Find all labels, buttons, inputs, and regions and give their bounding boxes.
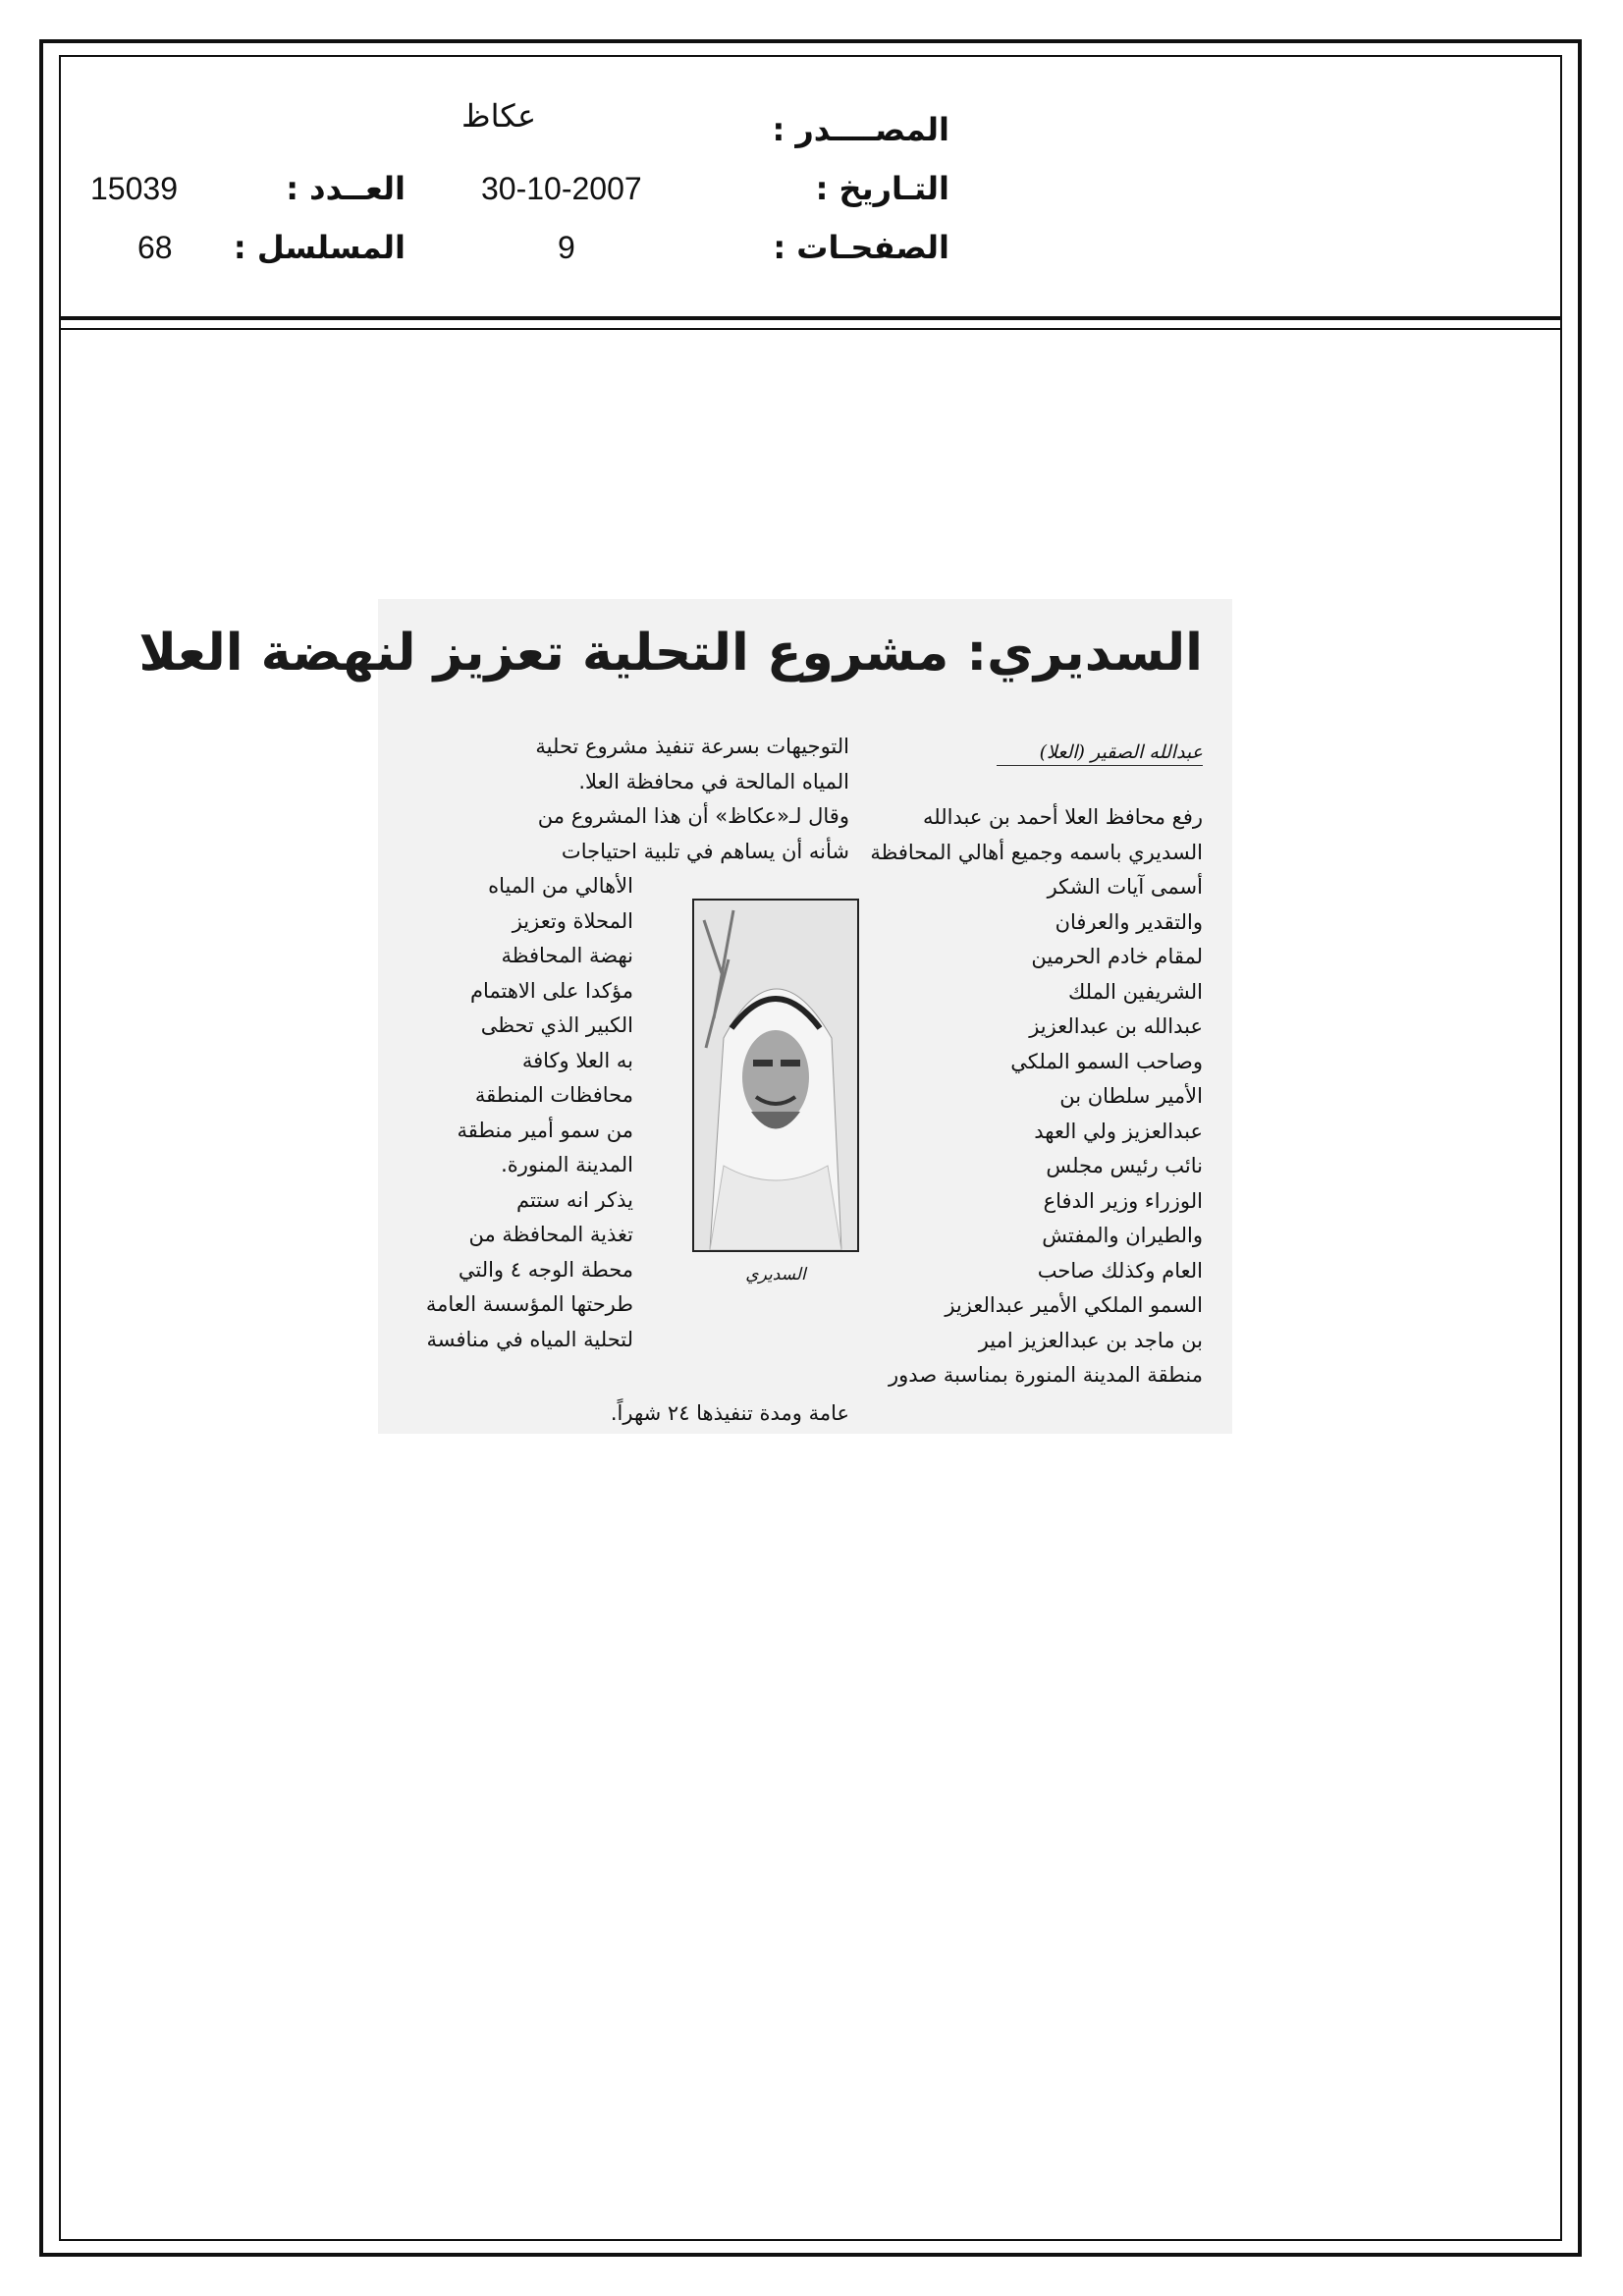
- source-label: المصــــدر :: [772, 111, 949, 148]
- issue-label: العــدد :: [286, 170, 406, 207]
- article-line: العام وكذلك صاحب: [1037, 1258, 1203, 1283]
- pages-label: الصفحـات :: [773, 229, 949, 266]
- issue-value: 15039: [90, 171, 178, 206]
- header-divider-thin: [59, 328, 1562, 330]
- photo-caption: السديري: [745, 1265, 806, 1285]
- serial-label: المسلسل :: [233, 229, 406, 266]
- article-line: نائب رئيس مجلس: [1046, 1154, 1203, 1177]
- article-line: شأنه أن يساهم في تلبية احتياجات: [561, 839, 849, 863]
- article-line: الأهالي من المياه: [488, 874, 633, 898]
- article-column-right: [864, 800, 1203, 1394]
- article-column-left-bottom: [457, 1396, 849, 1432]
- article-line: عبدالله بن عبدالعزيز: [1029, 1014, 1203, 1038]
- portrait-illustration: [694, 901, 857, 1250]
- article-line: تغذية المحافظة من: [468, 1223, 633, 1246]
- article-line: الوزراء وزير الدفاع: [1043, 1188, 1203, 1213]
- article-line: الشريفين الملك: [1067, 979, 1203, 1004]
- article-line: يذكر انه ستتم: [516, 1187, 633, 1212]
- article-line: لتحلية المياه في منافسة: [426, 1327, 633, 1351]
- article-line: من سمو أمير منطقة: [457, 1118, 633, 1142]
- article-line: وصاحب السمو الملكي: [1010, 1049, 1203, 1073]
- article-line: منطقة المدينة المنورة بمناسبة صدور: [889, 1363, 1203, 1387]
- article-line: بن ماجد بن عبدالعزيز امير: [978, 1328, 1203, 1352]
- source-value: عكاظ: [461, 98, 537, 134]
- pages-value: 9: [558, 230, 575, 265]
- header-divider: [59, 316, 1562, 320]
- article-line: محطة الوجه ٤ والتي: [458, 1257, 633, 1282]
- article-column-left-top: [457, 730, 849, 869]
- article-line: وقال لـ«عكاظ» أن هذا المشروع من: [537, 804, 849, 828]
- article-line: السمو الملكي الأمير عبدالعزيز: [945, 1293, 1203, 1317]
- date-label: التـاريخ :: [815, 170, 949, 207]
- article-line: مؤكدا على الاهتمام: [469, 978, 633, 1003]
- article-column-left-side: [425, 869, 633, 1357]
- article-line: الأمير سلطان بن: [1059, 1084, 1203, 1108]
- portrait-photo: [692, 899, 859, 1252]
- article-line: المدينة المنورة.: [501, 1153, 633, 1176]
- article-line: التوجيهات بسرعة تنفيذ مشروع تحلية: [535, 735, 849, 758]
- article-line: محافظات المنطقة: [474, 1083, 633, 1107]
- article-headline: السديري: مشروع التحلية تعزيز لنهضة العلا: [138, 624, 1203, 683]
- article-line: السديري باسمه وجميع أهالي المحافظة: [870, 840, 1203, 864]
- article-line: رفع محافظ العلا أحمد بن عبدالله: [923, 805, 1203, 829]
- article-line: طرحتها المؤسسة العامة: [425, 1292, 633, 1316]
- article-line: لمقام خادم الحرمين: [1031, 945, 1203, 968]
- newspaper-clipping: [138, 599, 1232, 1434]
- article-line: والطيران والمفتش: [1042, 1224, 1203, 1247]
- article-line: والتقدير والعرفان: [1055, 909, 1203, 934]
- article-byline: عبدالله الصقير (العلا): [997, 739, 1203, 766]
- article-line: المياه المالحة في محافظة العلا.: [578, 769, 849, 793]
- article-line: عامة ومدة تنفيذها ٢٤ شهراً.: [610, 1401, 849, 1425]
- date-value: 30-10-2007: [481, 171, 642, 206]
- article-line: عبدالعزيز ولي العهد: [1034, 1119, 1203, 1143]
- article-line: الكبير الذي تحظى: [480, 1013, 633, 1037]
- article-line: به العلا وكافة: [521, 1048, 633, 1072]
- article-line: نهضة المحافظة: [501, 944, 633, 967]
- article-line: أسمى آيات الشكر: [1047, 875, 1203, 899]
- serial-value: 68: [137, 230, 173, 265]
- article-line: المحلاة وتعزيز: [512, 908, 633, 933]
